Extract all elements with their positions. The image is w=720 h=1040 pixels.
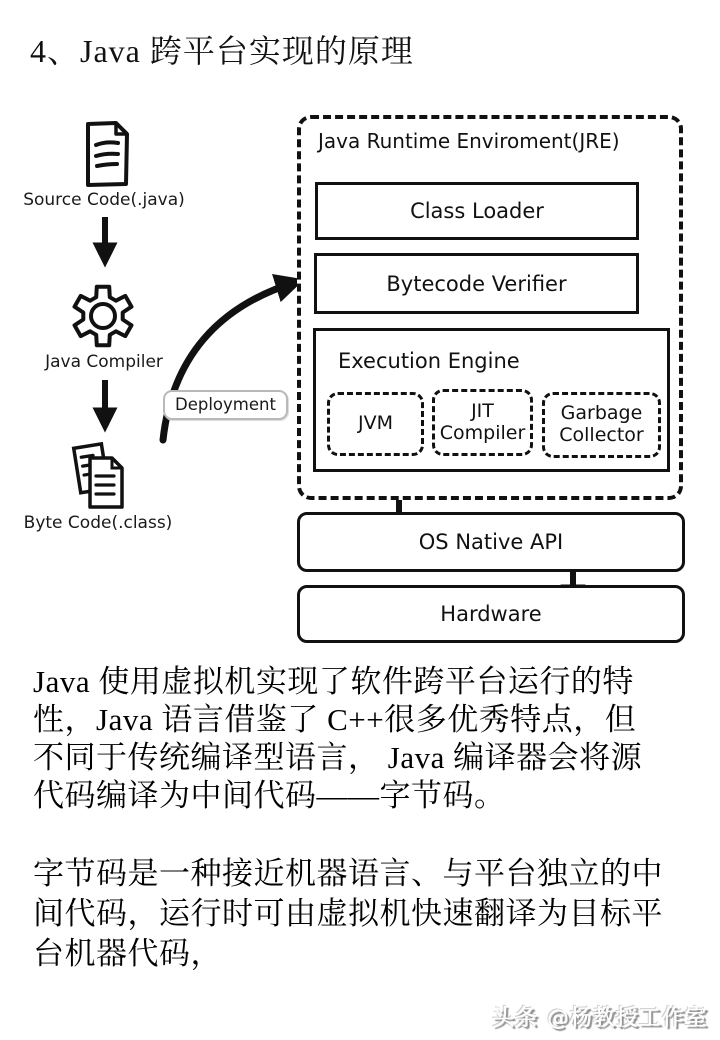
paragraph-1: [33, 663, 703, 815]
bytecode-verifier-box: [314, 253, 639, 314]
java-compiler-label: Java Compiler: [45, 352, 163, 372]
paragraph-line: 台机器代码，: [33, 936, 222, 971]
garbage-collector-box: [542, 392, 661, 458]
execution-engine-label: Execution Engine: [338, 349, 520, 373]
paragraph-2: [33, 854, 703, 974]
jvm-box: [327, 392, 424, 456]
garbage-collector-label: Garbage Collector: [559, 402, 644, 446]
paragraph-line: 不同于传统编译型语言， Java 编译器会将源: [33, 740, 643, 775]
page-title: 4、Java 跨平台实现的原理: [30, 33, 414, 69]
document-icon: [84, 120, 130, 188]
hardware-box: [297, 585, 685, 643]
class-loader-box: [315, 182, 639, 240]
paragraph-line: 性，Java 语言借鉴了 C++很多优秀特点，但: [33, 702, 637, 737]
java-architecture-diagram: [0, 100, 720, 660]
gear-icon: [71, 282, 135, 350]
os-native-api-label: OS Native API: [418, 530, 564, 554]
documents-icon: [68, 440, 128, 512]
paragraph-line: 字节码是一种接近机器语言、与平台独立的中: [33, 856, 663, 891]
hardware-label: Hardware: [440, 602, 542, 626]
bytecode-verifier-label: Bytecode Verifier: [386, 271, 567, 296]
jit-compiler-box: [432, 389, 533, 456]
deployment-badge: Deployment: [163, 390, 288, 420]
class-loader-label: Class Loader: [410, 199, 544, 223]
byte-code-label: Byte Code(.class): [23, 513, 173, 533]
jvm-label: JVM: [358, 412, 393, 435]
paragraph-line: 代码编译为中间代码——字节码。: [33, 778, 506, 813]
watermark: 头条 @杨教授工作室: [492, 1006, 708, 1031]
jre-title: Java Runtime Enviroment(JRE): [318, 129, 620, 153]
jit-compiler-label: JIT Compiler: [439, 399, 526, 444]
paragraph-line: 间代码，运行时可由虚拟机快速翻译为目标平: [33, 896, 663, 931]
os-native-api-box: [297, 512, 685, 572]
source-code-label: Source Code(.java): [23, 190, 185, 210]
paragraph-line: Java 使用虚拟机实现了软件跨平台运行的特: [33, 664, 634, 699]
execution-engine-box: [313, 328, 670, 472]
